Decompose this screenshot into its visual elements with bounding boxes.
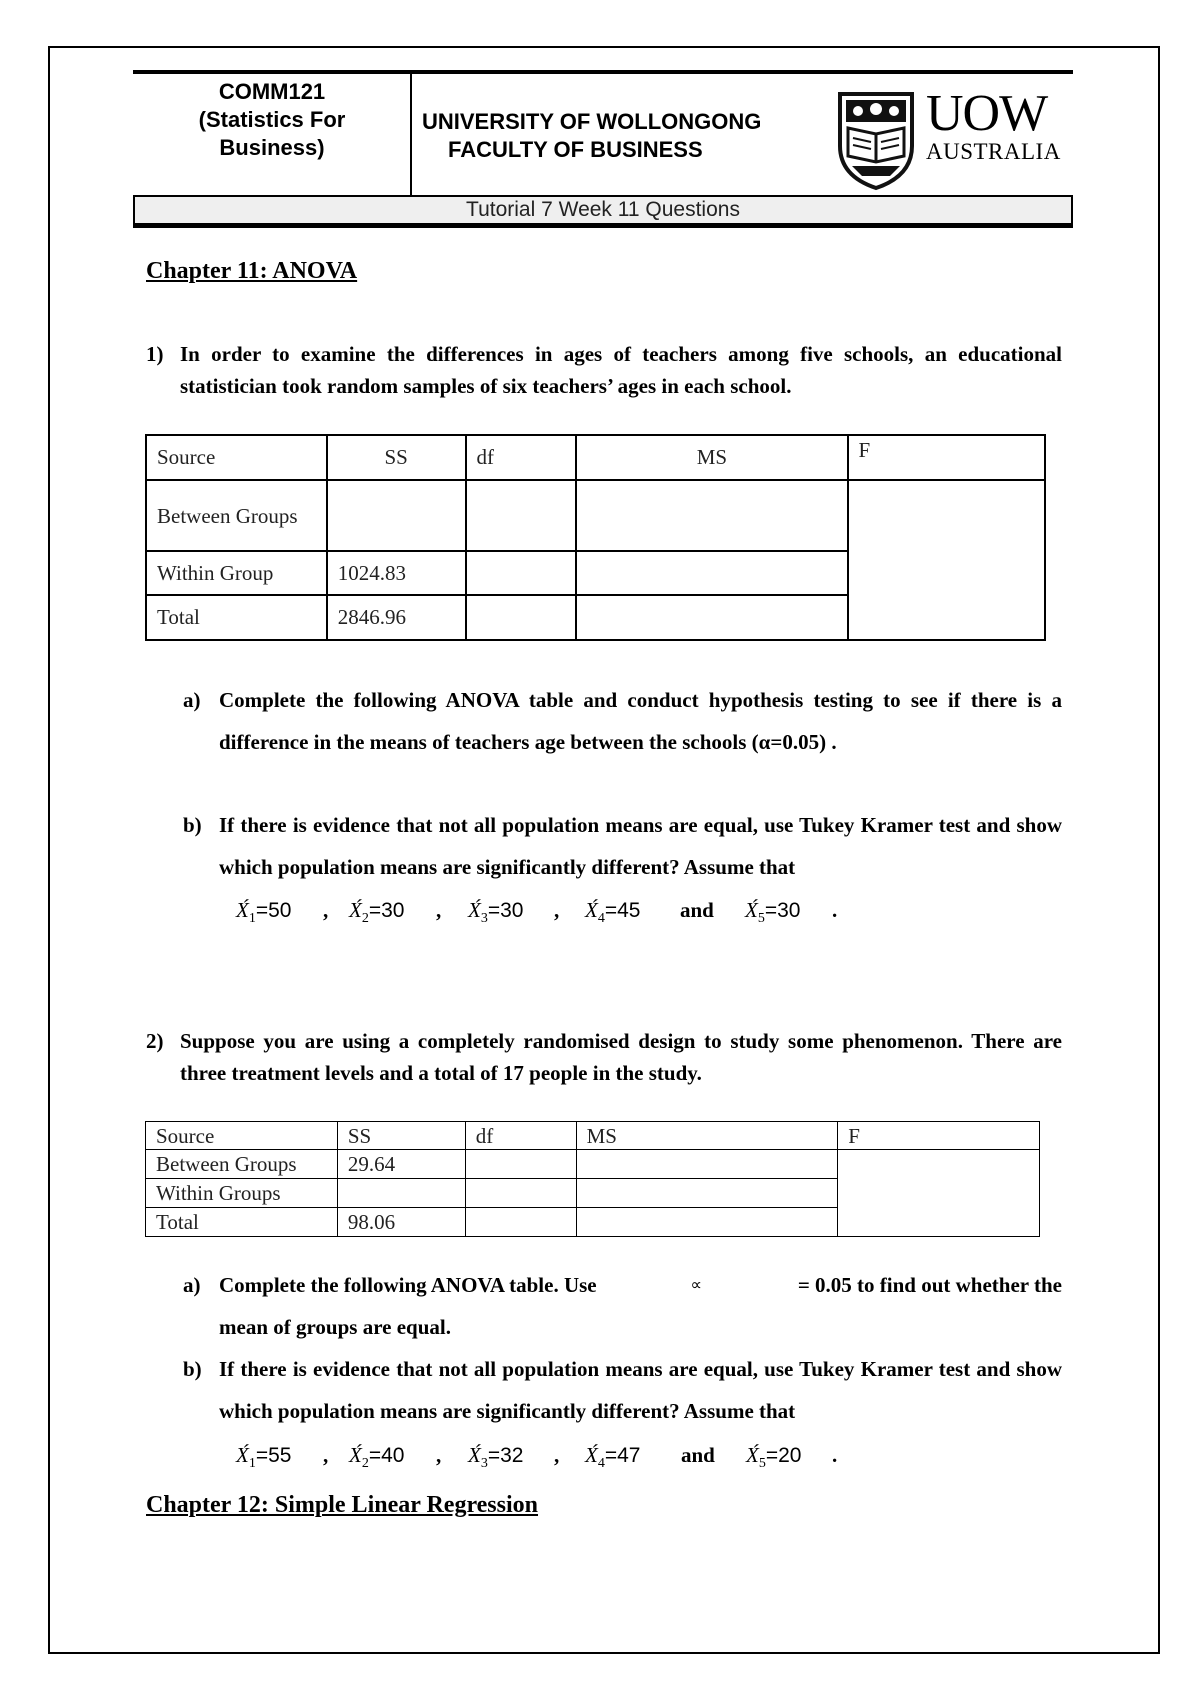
uow-crest-icon (834, 88, 918, 192)
question-2a-text-after: = 0.05 to find out whether the (797, 1273, 1062, 1297)
and-word: and (680, 898, 714, 922)
table-row (146, 1150, 1040, 1179)
separator: , (554, 898, 560, 922)
anova-table-1 (145, 434, 1046, 641)
question-2-text: Suppose you are using a completely randomised design to study some phenomenon. There are three treatment levels and a total of 17 people in the study. (180, 1029, 1062, 1085)
alpha-symbol: ∝ (690, 1275, 702, 1294)
row-df (466, 551, 577, 595)
anova-table-2 (145, 1121, 1040, 1237)
row-ms (576, 1150, 838, 1179)
header-divider (410, 74, 412, 195)
row-ss (337, 1179, 465, 1208)
row-ss: 2846.96 (327, 595, 466, 640)
uow-logo (834, 85, 1074, 192)
f-cell (838, 1150, 1040, 1237)
question-2-number: 2) (146, 1029, 164, 1053)
separator: , (436, 1443, 442, 1467)
row-ss: 98.06 (337, 1208, 465, 1237)
row-ms (576, 595, 847, 640)
mean-x1: $X́_1=55$ (236, 1443, 292, 1472)
row-ss: 1024.83 (327, 551, 466, 595)
row-ss (327, 480, 466, 551)
and-word: and (681, 1443, 715, 1467)
col-header-f: F (838, 1122, 1040, 1150)
course-name-line2: Business) (219, 135, 325, 160)
mean-x5: $X́_5=20$ (746, 1443, 802, 1472)
question-2a-line1 (219, 1264, 1062, 1306)
question-1a-number: a) (183, 688, 201, 712)
table-header-row (146, 1122, 1040, 1150)
row-ms (576, 1208, 838, 1237)
question-1 (146, 338, 1062, 402)
row-df (466, 480, 577, 551)
row-source: Within Group (146, 551, 327, 595)
col-header-ms: MS (576, 435, 847, 480)
row-source: Between Groups (146, 480, 327, 551)
course-name-line1: (Statistics For (198, 107, 346, 132)
row-df (465, 1208, 576, 1237)
mean-x3: $X́_3=32$ (468, 1443, 524, 1472)
question-2a-text-before: Complete the following ANOVA table. Use (219, 1273, 597, 1297)
course-code: COMM121 (218, 79, 326, 104)
mean-x1: $X́_1=50$ (236, 898, 292, 927)
row-ms (576, 551, 847, 595)
question-2b (183, 1348, 1062, 1432)
row-df (466, 595, 577, 640)
separator: , (554, 1443, 560, 1467)
faculty-name: FACULTY OF BUSINESS (448, 137, 703, 162)
question-1a-text: Complete the following ANOVA table and conduct hypothesis testing to see if there is a difference in the means of teachers age between the schools (α=0.05) . (219, 688, 1062, 754)
question-2a-number: a) (183, 1273, 201, 1297)
f-cell (848, 480, 1045, 640)
row-ms (576, 480, 847, 551)
question-2 (146, 1025, 1062, 1089)
question-2a-line2: mean of groups are equal. (219, 1315, 451, 1339)
col-header-df: df (466, 435, 577, 480)
col-header-ss: SS (337, 1122, 465, 1150)
logo-wordmark (926, 85, 1061, 164)
col-header-df: df (465, 1122, 576, 1150)
question-1-number: 1) (146, 342, 164, 366)
col-header-source: Source (146, 435, 327, 480)
question-1-text: In order to examine the differences in ages of teachers among five schools, an educational statistician took random samples of six teachers’ ages in each school. (180, 342, 1062, 398)
institution-block (422, 108, 812, 164)
question-2b-number: b) (183, 1357, 202, 1381)
line-end: . (832, 1443, 838, 1467)
tutorial-subtitle: Tutorial 7 Week 11 Questions (133, 195, 1073, 228)
mean-x2: $X́_2=40$ (349, 1443, 405, 1472)
col-header-f: F (848, 435, 1045, 480)
table-row (146, 480, 1045, 551)
mean-x2: $X́_2=30$ (349, 898, 405, 927)
chapter-11-heading: Chapter 11: ANOVA (146, 258, 358, 284)
course-title (133, 74, 411, 194)
question-2b-text: If there is evidence that not all population means are equal, use Tukey Kramer test and show which population means are significantly different? Assume that (219, 1357, 1062, 1423)
question-1a (183, 679, 1062, 763)
row-df (465, 1179, 576, 1208)
separator: , (436, 898, 442, 922)
question-2a (183, 1264, 1062, 1348)
col-header-source: Source (146, 1122, 338, 1150)
row-ss: 29.64 (337, 1150, 465, 1179)
mean-x4: $X́_4=47$ (585, 1443, 641, 1472)
question-2a-body (219, 1264, 1062, 1348)
col-header-ss: SS (327, 435, 466, 480)
mean-x4: $X́_4=45$ (585, 898, 641, 927)
logo-sub-text: AUSTRALIA (926, 139, 1061, 164)
line-end: . (832, 898, 838, 922)
question-1b-text: If there is evidence that not all population means are equal, use Tukey Kramer test and show which population means are significantly different? Assume that (219, 813, 1062, 879)
chapter-12-heading: Chapter 12: Simple Linear Regression (146, 1492, 539, 1518)
row-source: Between Groups (146, 1150, 338, 1179)
question-1b-number: b) (183, 813, 202, 837)
row-source: Total (146, 595, 327, 640)
row-source: Within Groups (146, 1179, 338, 1208)
question-1b (183, 804, 1062, 888)
logo-main-text: UOW (926, 85, 1048, 142)
row-source: Total (146, 1208, 338, 1237)
row-df (465, 1150, 576, 1179)
mean-x3: $X́_3=30$ (468, 898, 524, 927)
col-header-ms: MS (576, 1122, 838, 1150)
row-ms (576, 1179, 838, 1208)
separator: , (323, 1443, 329, 1467)
university-name: UNIVERSITY OF WOLLONGONG (422, 109, 762, 134)
table-header-row (146, 435, 1045, 480)
separator: , (323, 898, 329, 922)
mean-x5: $X́_5=30$ (745, 898, 801, 927)
